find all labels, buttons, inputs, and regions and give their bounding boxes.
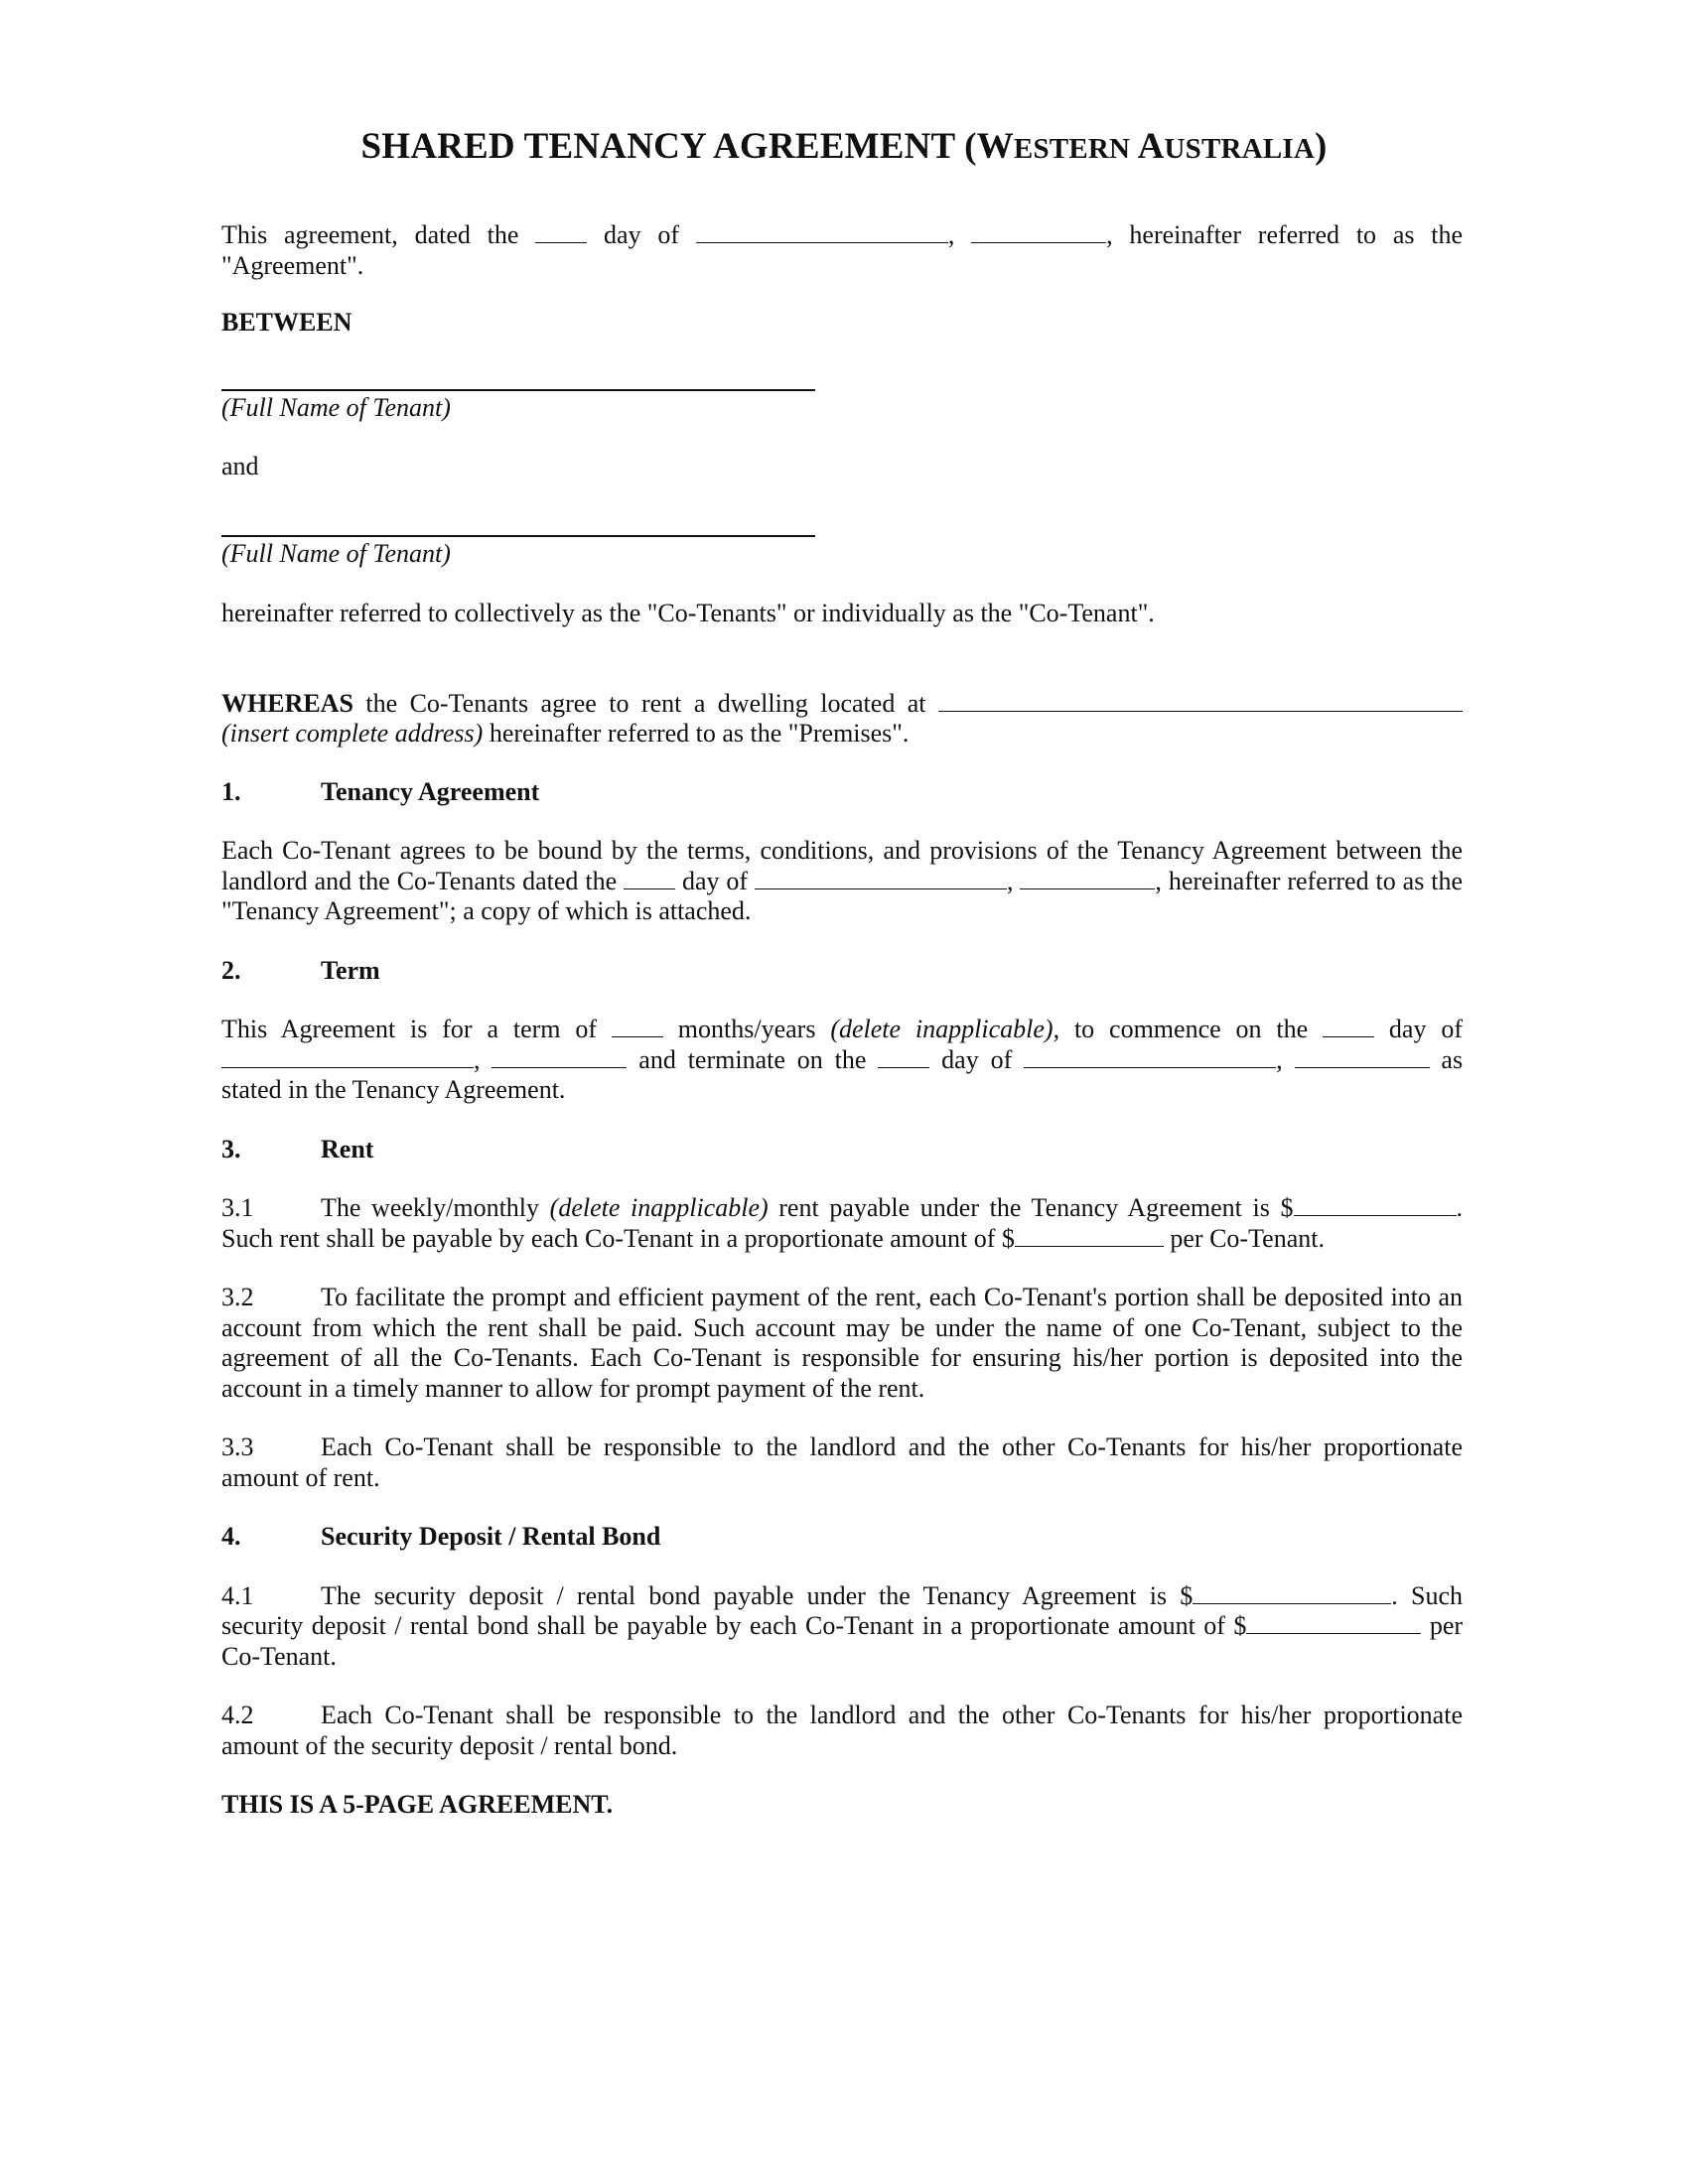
s31-blank-portion[interactable] <box>1015 1226 1164 1247</box>
s2-blank-start-day[interactable] <box>1323 1017 1374 1037</box>
section-3-3-paragraph <box>221 1433 1463 1493</box>
tenant-name-line-2[interactable] <box>221 535 815 537</box>
section-4-heading <box>221 1522 1463 1553</box>
title-region-ustralia: USTRALIA <box>1164 133 1316 165</box>
s2-text-c: (delete inapplicable) <box>830 1015 1054 1043</box>
tenant-label-2: (Full Name of Tenant) <box>221 538 451 568</box>
s2-blank-term[interactable] <box>612 1017 663 1037</box>
s1-blank-day[interactable] <box>624 869 675 889</box>
collective-text: hereinafter referred to collectively as the "Co-Tenants" or individually as the "Co-Tenant". <box>221 599 1155 627</box>
s2-text-d: , to commence on the <box>1053 1015 1309 1043</box>
section-3-number: 3. <box>221 1134 241 1163</box>
section-1-number: 1. <box>221 776 241 806</box>
blank-day[interactable] <box>535 222 587 243</box>
section-1-title: Tenancy Agreement <box>321 776 540 806</box>
section-3-3-number: 3.3 <box>221 1433 254 1461</box>
intro-text-4: , hereinafter referred to as the "Agreement". <box>221 220 1464 280</box>
and-text: and <box>221 452 259 480</box>
whereas-paragraph <box>221 689 1463 750</box>
section-2-title: Term <box>321 955 380 985</box>
s2-blank-start-year[interactable] <box>492 1047 627 1068</box>
s2-text-a: This Agreement is for a term of <box>221 1015 598 1043</box>
section-3-2-paragraph <box>221 1283 1463 1404</box>
s41-blank-portion[interactable] <box>1246 1613 1421 1634</box>
section-2-number: 2. <box>221 955 241 985</box>
s2-text-h: day of <box>941 1044 1013 1074</box>
s32-text: To facilitate the prompt and efficient payment of the rent, each Co-Tenant's portion shall be deposited into an account from which the rent shall be paid. Such account may be under the name of one Co-Tenant, subject to the agreement of all the Co-Tenants. Each Co-Tenant is responsible for ensuring his/her portion is deposited into the account in a timely manner to allow for prompt payment of the rent. <box>221 1283 1463 1403</box>
document-body <box>221 220 1463 1821</box>
s1-blank-year[interactable] <box>1020 869 1155 889</box>
section-3-heading <box>221 1135 1463 1165</box>
s1-text-d: , hereinafter referred to as the "Tenancy Agreement"; a copy of which is attached. <box>221 866 1464 925</box>
section-1-paragraph <box>221 836 1463 927</box>
s33-text: Each Co-Tenant shall be responsible to the landlord and the other Co-Tenants for his/her proportionate amount of rent. <box>221 1433 1463 1492</box>
whereas-bold: WHEREAS <box>221 688 353 718</box>
title-region-w: W <box>976 126 1014 167</box>
title-close: ) <box>1315 126 1328 167</box>
s2-text-i: , <box>1276 1044 1283 1074</box>
page-count-notice: THIS IS A 5-PAGE AGREEMENT. <box>221 1790 614 1819</box>
between-heading: BETWEEN <box>221 308 352 337</box>
section-1-heading <box>221 777 1463 808</box>
tenant-label-1: (Full Name of Tenant) <box>221 392 451 422</box>
section-3-2-number: 3.2 <box>221 1283 254 1311</box>
s1-blank-month[interactable] <box>755 869 1007 889</box>
s31-text-b: (delete inapplicable) <box>549 1193 769 1222</box>
s41-blank-deposit[interactable] <box>1193 1583 1391 1604</box>
section-4-1-number: 4.1 <box>221 1580 254 1610</box>
tenant-name-line-1[interactable] <box>221 389 815 391</box>
blank-address[interactable] <box>938 691 1463 712</box>
s2-text-b: months/years <box>677 1015 816 1043</box>
title-region-a: A <box>1137 126 1165 167</box>
section-2-heading <box>221 956 1463 987</box>
whereas-end: hereinafter referred to as the "Premises". <box>489 719 910 748</box>
intro-paragraph <box>221 220 1463 281</box>
s41-text-a: The security deposit / rental bond payable under the Tenancy Agreement is $ <box>321 1580 1194 1610</box>
section-4-2-number: 4.2 <box>221 1701 254 1729</box>
section-3-1-paragraph <box>221 1193 1463 1254</box>
intro-text-3: , <box>947 220 955 249</box>
document-title <box>0 125 1688 168</box>
section-2-paragraph <box>221 1015 1463 1106</box>
s2-text-f: , <box>474 1044 481 1074</box>
s2-blank-start-month[interactable] <box>221 1047 474 1068</box>
s41-text-c: per Co-Tenant. <box>221 1611 1464 1671</box>
s31-text-c: rent payable under the Tenancy Agreement is $ <box>778 1193 1294 1222</box>
s1-text-c: , <box>1007 866 1014 895</box>
s1-text-b: day of <box>681 866 749 895</box>
intro-text-1: This agreement, dated the <box>221 220 519 249</box>
blank-month[interactable] <box>696 222 948 243</box>
title-main: SHARED TENANCY AGREEMENT ( <box>360 126 977 167</box>
title-region-estern: ESTERN <box>1013 133 1138 165</box>
section-4-number: 4. <box>221 1522 241 1551</box>
s31-blank-rent[interactable] <box>1294 1195 1457 1216</box>
s42-text: Each Co-Tenant shall be responsible to the landlord and the other Co-Tenants for his/her proportionate amount of the security deposit / rental bond. <box>221 1701 1463 1760</box>
blank-year[interactable] <box>971 222 1106 243</box>
s2-text-g: and terminate on the <box>638 1044 867 1074</box>
section-3-title: Rent <box>321 1134 374 1163</box>
section-4-title: Security Deposit / Rental Bond <box>321 1522 661 1551</box>
whereas-italic: (insert complete address) <box>221 719 484 748</box>
s31-text-d: . Such rent shall be payable by each Co-Tenant in a proportionate amount of $ <box>221 1193 1463 1253</box>
s2-text-e: day of <box>1388 1015 1463 1043</box>
intro-text-2: day of <box>604 220 680 249</box>
section-4-1-paragraph <box>221 1581 1463 1673</box>
s1-text-a: Each Co-Tenant agrees to be bound by the terms, conditions, and provisions of the Tenancy Agreement between the landlord and the Co-Tenants dated the <box>221 836 1463 895</box>
s31-text-a: The weekly/monthly <box>321 1193 540 1222</box>
s41-text-b: . Such security deposit / rental bond shall be payable by each Co-Tenant in a proportionate amount of $ <box>221 1580 1464 1640</box>
s31-text-e: per Co-Tenant. <box>1170 1223 1325 1253</box>
s2-blank-end-year[interactable] <box>1295 1047 1430 1068</box>
section-4-2-paragraph <box>221 1701 1463 1761</box>
s2-blank-end-month[interactable] <box>1024 1047 1276 1068</box>
s2-text-j: as stated in the Tenancy Agreement. <box>221 1044 1464 1104</box>
whereas-text: the Co-Tenants agree to rent a dwelling located at <box>365 688 926 718</box>
s2-blank-end-day[interactable] <box>878 1047 929 1068</box>
section-3-1-number: 3.1 <box>221 1193 254 1222</box>
